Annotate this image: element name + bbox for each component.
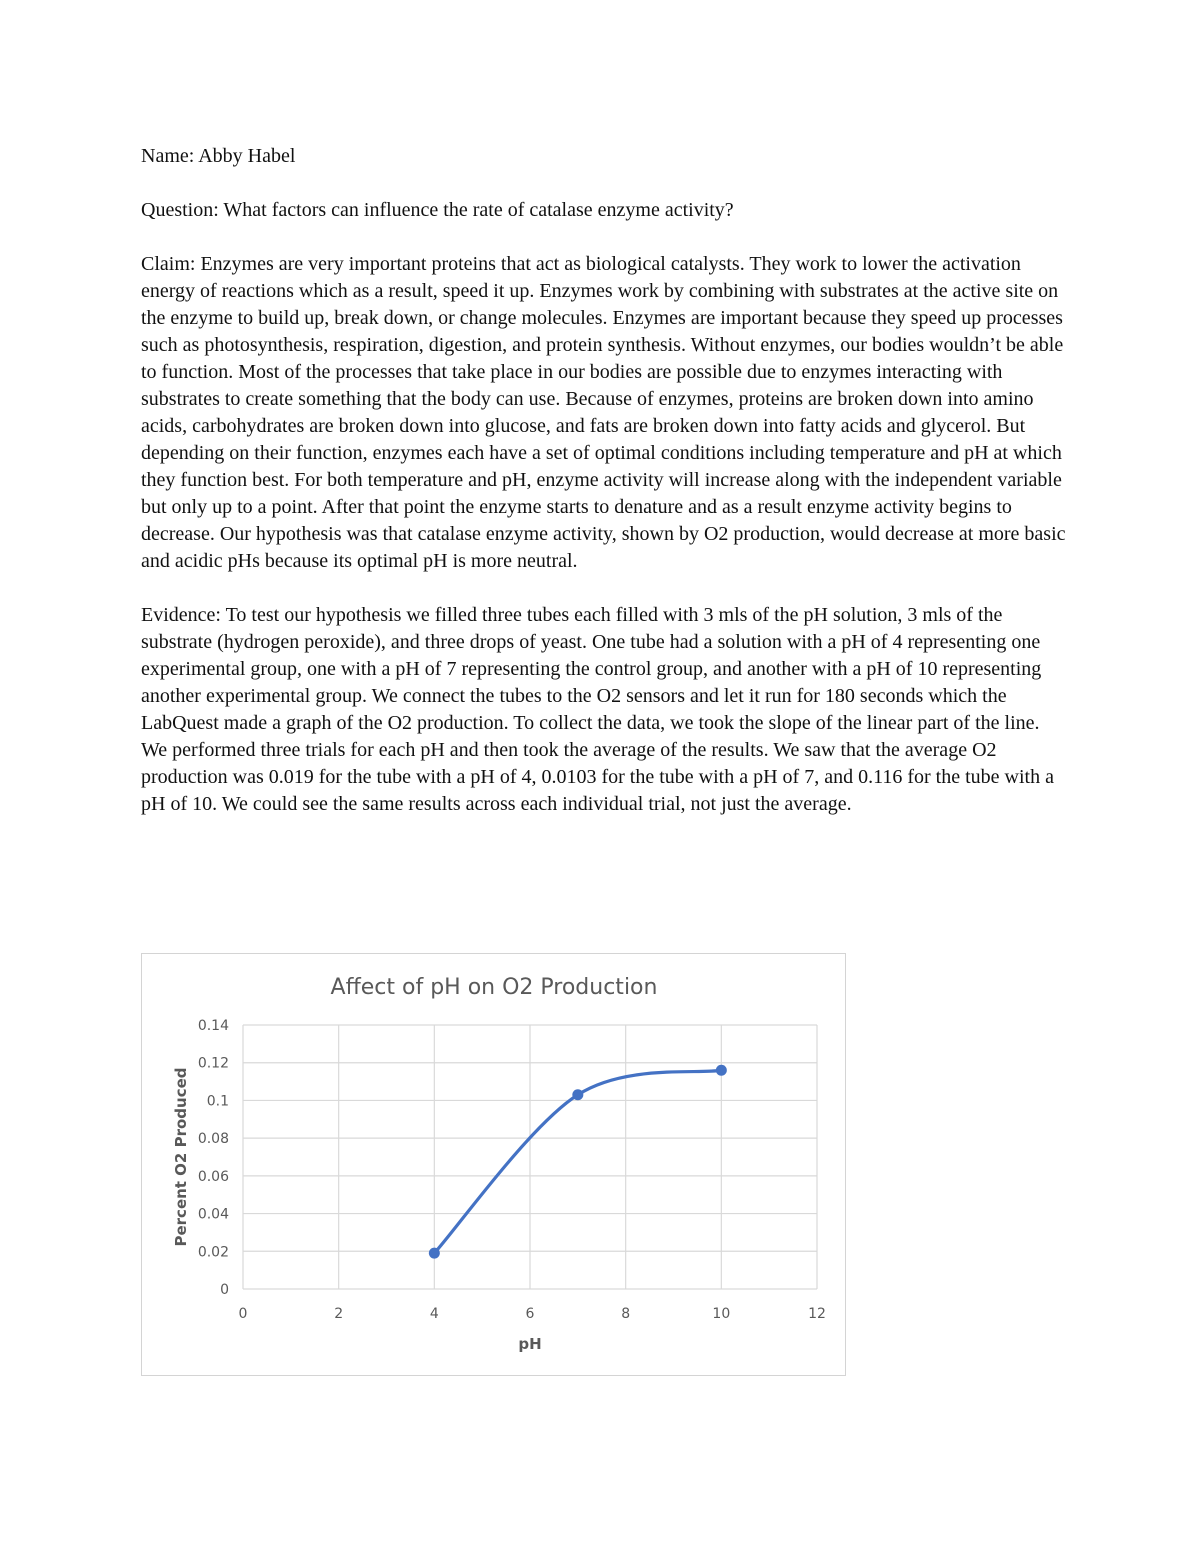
- x-tick-label: 6: [525, 1306, 535, 1322]
- data-point: [716, 1065, 727, 1076]
- y-tick-label: 0.1: [206, 1093, 229, 1110]
- y-tick-label: 0.02: [197, 1244, 229, 1261]
- data-point: [429, 1248, 440, 1259]
- y-tick-label: 0.08: [197, 1131, 229, 1148]
- chart-grid: [243, 1025, 817, 1289]
- evidence-paragraph: Evidence: To test our hypothesis we filled three tubes each filled with 3 mls of the pH solution, 3 mls of the substrate (hydrogen peroxide), and three drops of yeast. One tube had a solution with a pH of 4 representing one experimental group, one with a pH of 7 representing the control group, and another with a pH of 10 representing another experimental group. We connect the tubes to the O2 sensors and let it run for 180 seconds which the LabQuest made a graph of the O2 production. To collect the data, we took the slope of the linear part of the line. We performed three trials for each pH and then took the average of the results. We saw that the average O2 production was 0.019 for the tube with a pH of 4, 0.0103 for the tube with a pH of 7, and 0.116 for the tube with a pH of 10. We could see the same results across each individual trial, not just the average.: [141, 604, 1054, 815]
- chart-title: Affect of pH on O2 Production: [330, 975, 658, 1000]
- y-tick-label: 0.06: [197, 1168, 229, 1185]
- y-tick-label: 0.12: [197, 1055, 229, 1072]
- x-tick-label: 0: [238, 1306, 248, 1322]
- data-point: [572, 1089, 583, 1100]
- chart-series: [429, 1065, 727, 1259]
- x-tick-label: 4: [429, 1306, 439, 1322]
- name-line: Name: Abby Habel: [141, 145, 296, 167]
- chart-ticks: [198, 1018, 826, 1322]
- claim-paragraph: Claim: Enzymes are very important proteins that act as biological catalysts. They work to lower the activation energy of reactions which as a result, speed it up. Enzymes work by combining with substrates at the active site on the enzyme to build up, break down, or change molecules. Enzymes are important because they speed up processes such as photosynthesis, respiration, digestion, and protein synthesis. Without enzymes, our bodies wouldn’t be able to function. Most of the processes that take place in our bodies are possible due to enzymes interacting with substrates to create something that the body can use. Because of enzymes, proteins are broken down into amino acids, carbohydrates are broken down into glucose, and fats are broken down into fatty acids and glycerol. But depending on their function, enzymes each have a set of optimal conditions including temperature and pH at which they function best. For both temperature and pH, enzyme activity will increase along with the independent variable but only up to a point. After that point the enzyme starts to denature and as a result enzyme activity begins to decrease. Our hypothesis was that catalase enzyme activity, shown by O2 production, would decrease at more basic and acidic pHs because its optimal pH is more neutral.: [141, 253, 1066, 572]
- x-tick-label: 8: [621, 1306, 631, 1322]
- y-tick-label: 0.14: [197, 1018, 229, 1034]
- y-tick-label: 0.04: [197, 1206, 229, 1223]
- document-body: [141, 143, 1066, 845]
- y-axis-label: Percent O2 Produced: [172, 1067, 190, 1247]
- chart-svg: [142, 954, 847, 1377]
- x-tick-label: 10: [712, 1306, 731, 1322]
- y-tick-label: 0: [220, 1282, 229, 1298]
- x-tick-label: 2: [334, 1306, 344, 1322]
- question-line: Question: What factors can influence the rate of catalase enzyme activity?: [141, 199, 734, 221]
- x-tick-label: 12: [808, 1306, 826, 1322]
- x-axis-label: pH: [518, 1335, 542, 1353]
- chart-container: [141, 953, 846, 1376]
